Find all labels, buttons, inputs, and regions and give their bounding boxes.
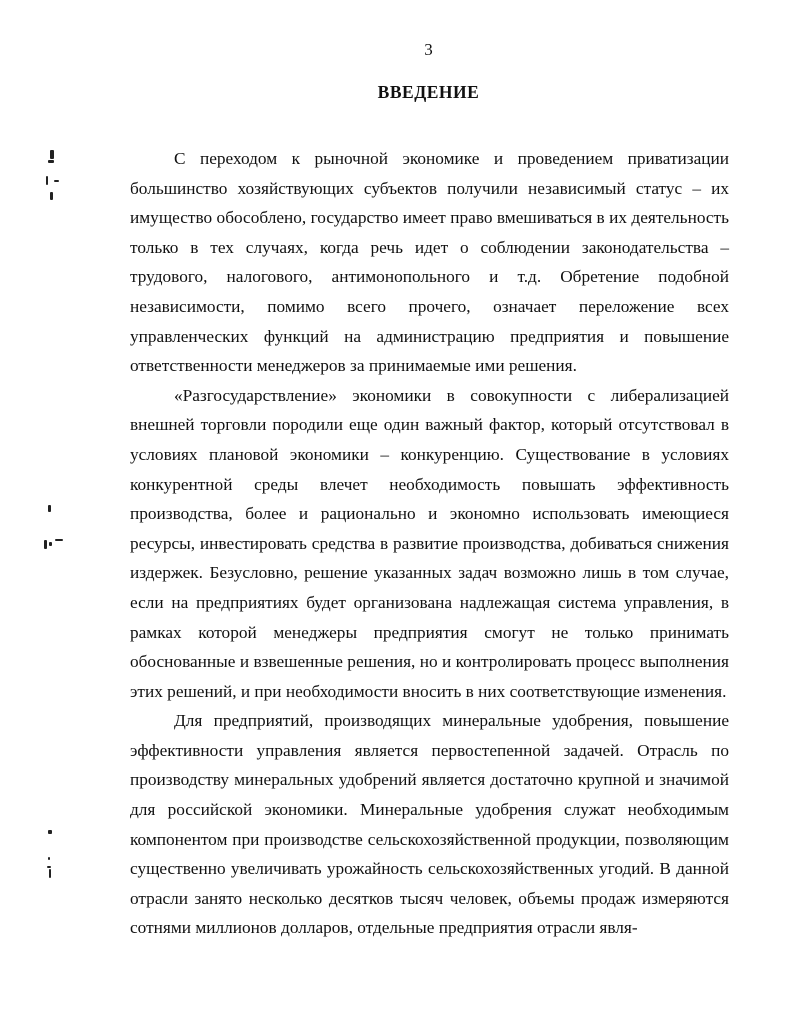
body-text (130, 144, 729, 943)
page-number: 3 (424, 40, 433, 59)
section-heading: ВВЕДЕНИЕ (377, 82, 480, 102)
paragraph-1: С переходом к рыночной экономике и проведением приватизации большинство хозяйствующих субъектов получили независимый статус – их имущество обособлено, государство имеет право вмешиваться в их деятельность только в тех случаях, когда речь идет о соблюдении законодательства – трудового, налогового, антимонопольного и т.д. Обретение подобной независимости, помимо всего прочего, означает переложение всех управленческих функций на администрацию предприятия и повышение ответственности менеджеров за принимаемые ими решения. (130, 149, 729, 376)
scan-margin-marks (40, 0, 70, 1024)
paragraph-2: «Разгосударствление» экономики в совокупности с либерализацией внешней торговли породили еще один важный фактор, который отсутствовал в условиях плановой экономики – конкуренцию. Существование в условиях конкурентной среды влечет необходимость повышать эффективность производства, более и рационально и экономно использовать имеющиеся ресурсы, инвестировать средства в развитие производства, добиваться снижения издержек. Безусловно, решение указанных задач возможно лишь в том случае, если на предприятиях будет организована надлежащая система управления, в рамках которой менеджеры предприятия смогут не только принимать обоснованные и взвешенные решения, но и контролировать процесс выполнения этих решений, и при необходимости вносить в них соответствующие изменения. (130, 385, 729, 701)
paragraph-3: Для предприятий, производящих минеральные удобрения, повышение эффективности управления является первостепенной задачей. Отрасль по производству минеральных удобрений является достаточно крупной и значимой для российской экономики. Минеральные удобрения служат необходимым компонентом при производстве сельскохозяйственной продукции, позволяющим существенно увеличивать урожайность сельскохозяйственных угодий. В данной отрасли занято несколько десятков тысяч человек, объемы продаж измеряются сотнями миллионов долларов, отдельные предприятия отрасли явля- (130, 711, 729, 938)
